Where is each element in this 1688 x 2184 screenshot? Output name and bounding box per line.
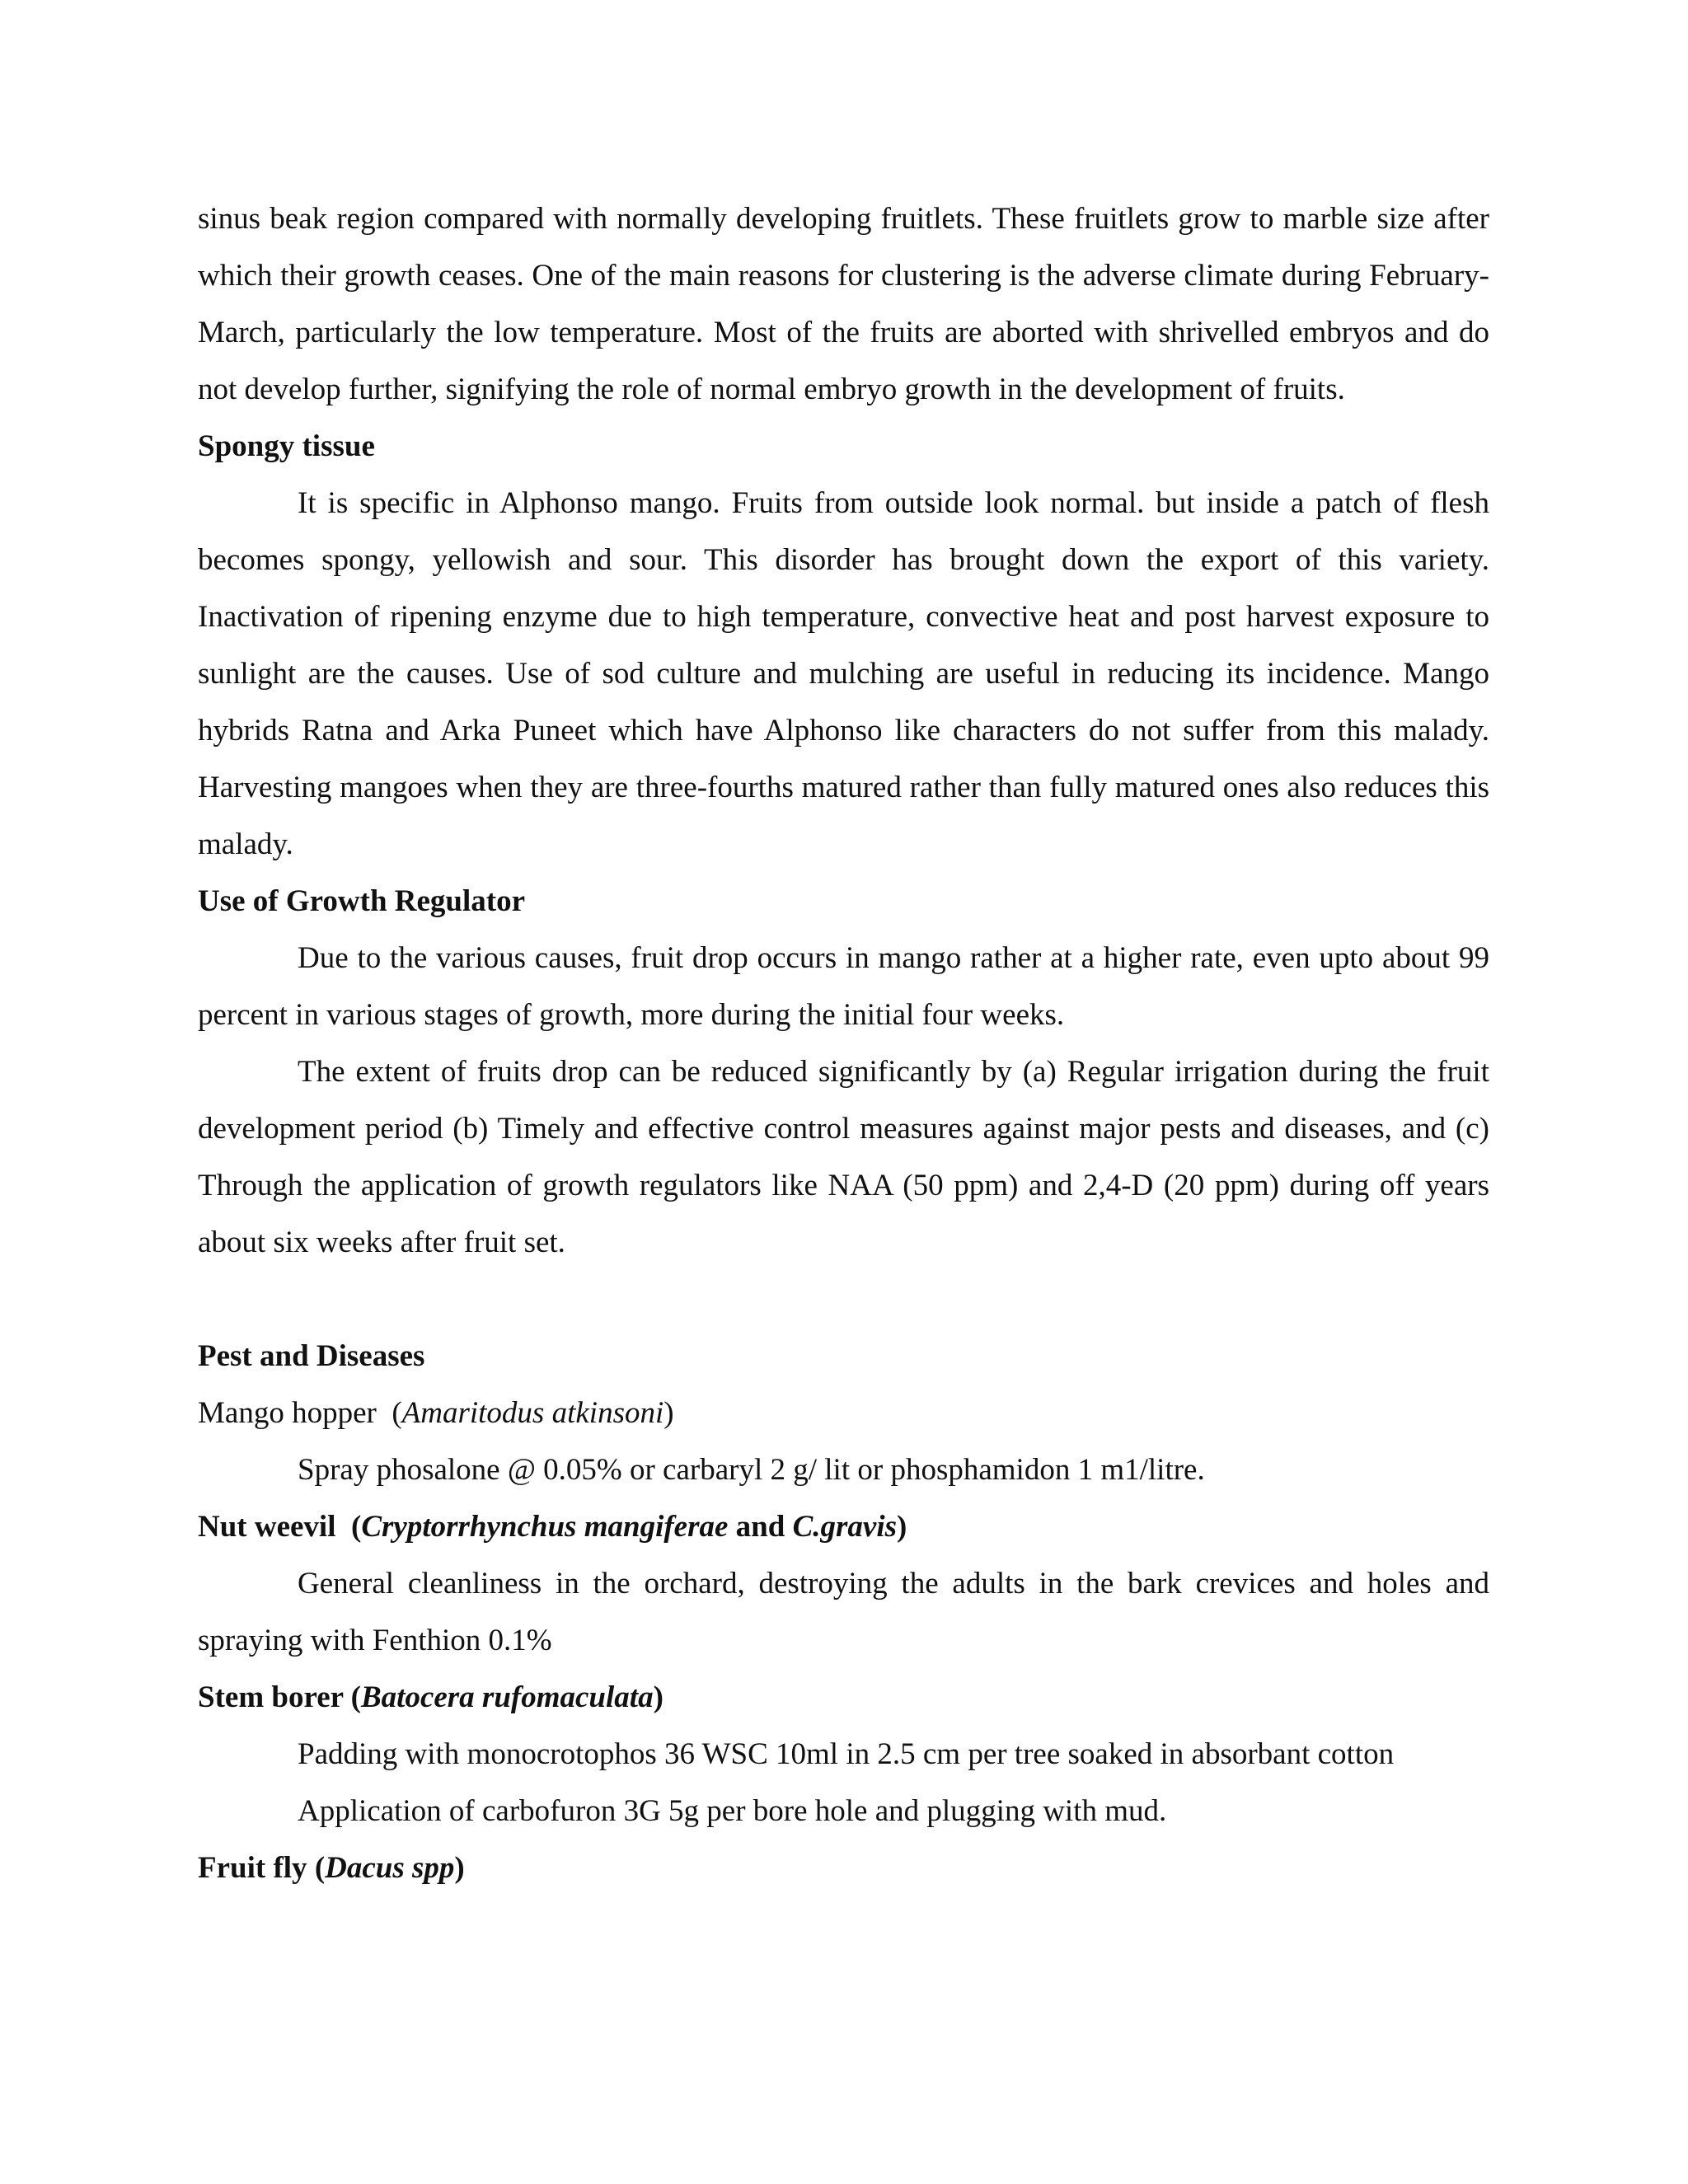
scientific-name: Cryptorrhynchus mangiferae [361, 1510, 729, 1544]
pest-name: Nut weevil [198, 1510, 336, 1544]
growth-regulator-paragraph-1: Due to the various causes, fruit drop occurs in mango rather at a higher rate, even upto about 99 percent in various stages of growth, more during the initial four weeks. [198, 941, 1489, 1032]
growth-regulator-paragraph-2: The extent of fruits drop can be reduced significantly by (a) Regular irrigation during the fruit development period (b) Timely and effective control measures against major pests and diseases, and (c) Through the application of growth regulators like NAA (50 ppm) and 2,4-D (20 ppm) during off years about six weeks after fruit set. [198, 1055, 1489, 1259]
pest-mango-hopper-title: Mango hopper (Amaritodus atkinsoni) [198, 1396, 674, 1430]
heading-growth-regulator: Use of Growth Regulator [198, 884, 526, 918]
document-page [198, 190, 1489, 1896]
scientific-name: Batocera rufomaculata [360, 1680, 654, 1714]
pest-name: Stem borer [198, 1680, 344, 1714]
pest-name: Mango hopper [198, 1396, 377, 1430]
pest-nut-weevil-control: General cleanliness in the orchard, destroying the adults in the bark crevices and holes and spraying with Fenthion 0.1% [198, 1567, 1489, 1657]
pest-nut-weevil-title: Nut weevil (Cryptorrhynchus mangiferae and C.gravis) [198, 1510, 907, 1544]
section-spacer [198, 1271, 1489, 1328]
scientific-name: Amaritodus atkinsoni [401, 1396, 664, 1430]
pest-mango-hopper-control: Spray phosalone @ 0.05% or carbaryl 2 g/ lit or phosphamidon 1 m1/litre. [298, 1453, 1205, 1487]
pest-fruit-fly-title: Fruit fly (Dacus spp) [198, 1851, 465, 1885]
intro-paragraph: sinus beak region compared with normally developing fruitlets. These fruitlets grow to marble size after which their growth ceases. One of the main reasons for clustering is the adverse climate during February-March, particularly the low temperature. Most of the fruits are aborted with shrivelled embryos and do not develop further, signifying the role of normal embryo growth in the development of fruits. [198, 202, 1489, 406]
pest-stem-borer-control-1: Padding with monocrotophos 36 WSC 10ml in 2.5 cm per tree soaked in absorbant cotton [298, 1737, 1395, 1771]
scientific-name: C.gravis [792, 1510, 898, 1544]
spongy-tissue-paragraph: It is specific in Alphonso mango. Fruits from outside look normal. but inside a patch of flesh becomes spongy, yellowish and sour. This disorder has brought down the export of this variety. Inactivation of ripening enzyme due to high temperature, convective heat and post harvest exposure to sunlight are the causes. Use of sod culture and mulching are useful in reducing its incidence. Mango hybrids Ratna and Arka Puneet which have Alphonso like characters do not suffer from this malady. Harvesting mangoes when they are three-fourths matured rather than fully matured ones also reduces this malady. [198, 486, 1489, 861]
scientific-name: Dacus spp [325, 1851, 455, 1885]
heading-spongy-tissue: Spongy tissue [198, 429, 375, 463]
pest-stem-borer-title: Stem borer (Batocera rufomaculata) [198, 1680, 663, 1714]
pest-name: Fruit fly [198, 1851, 307, 1885]
heading-pest-and-diseases: Pest and Diseases [198, 1339, 425, 1373]
pest-stem-borer-control-2: Application of carbofuron 3G 5g per bore hole and plugging with mud. [298, 1794, 1167, 1828]
